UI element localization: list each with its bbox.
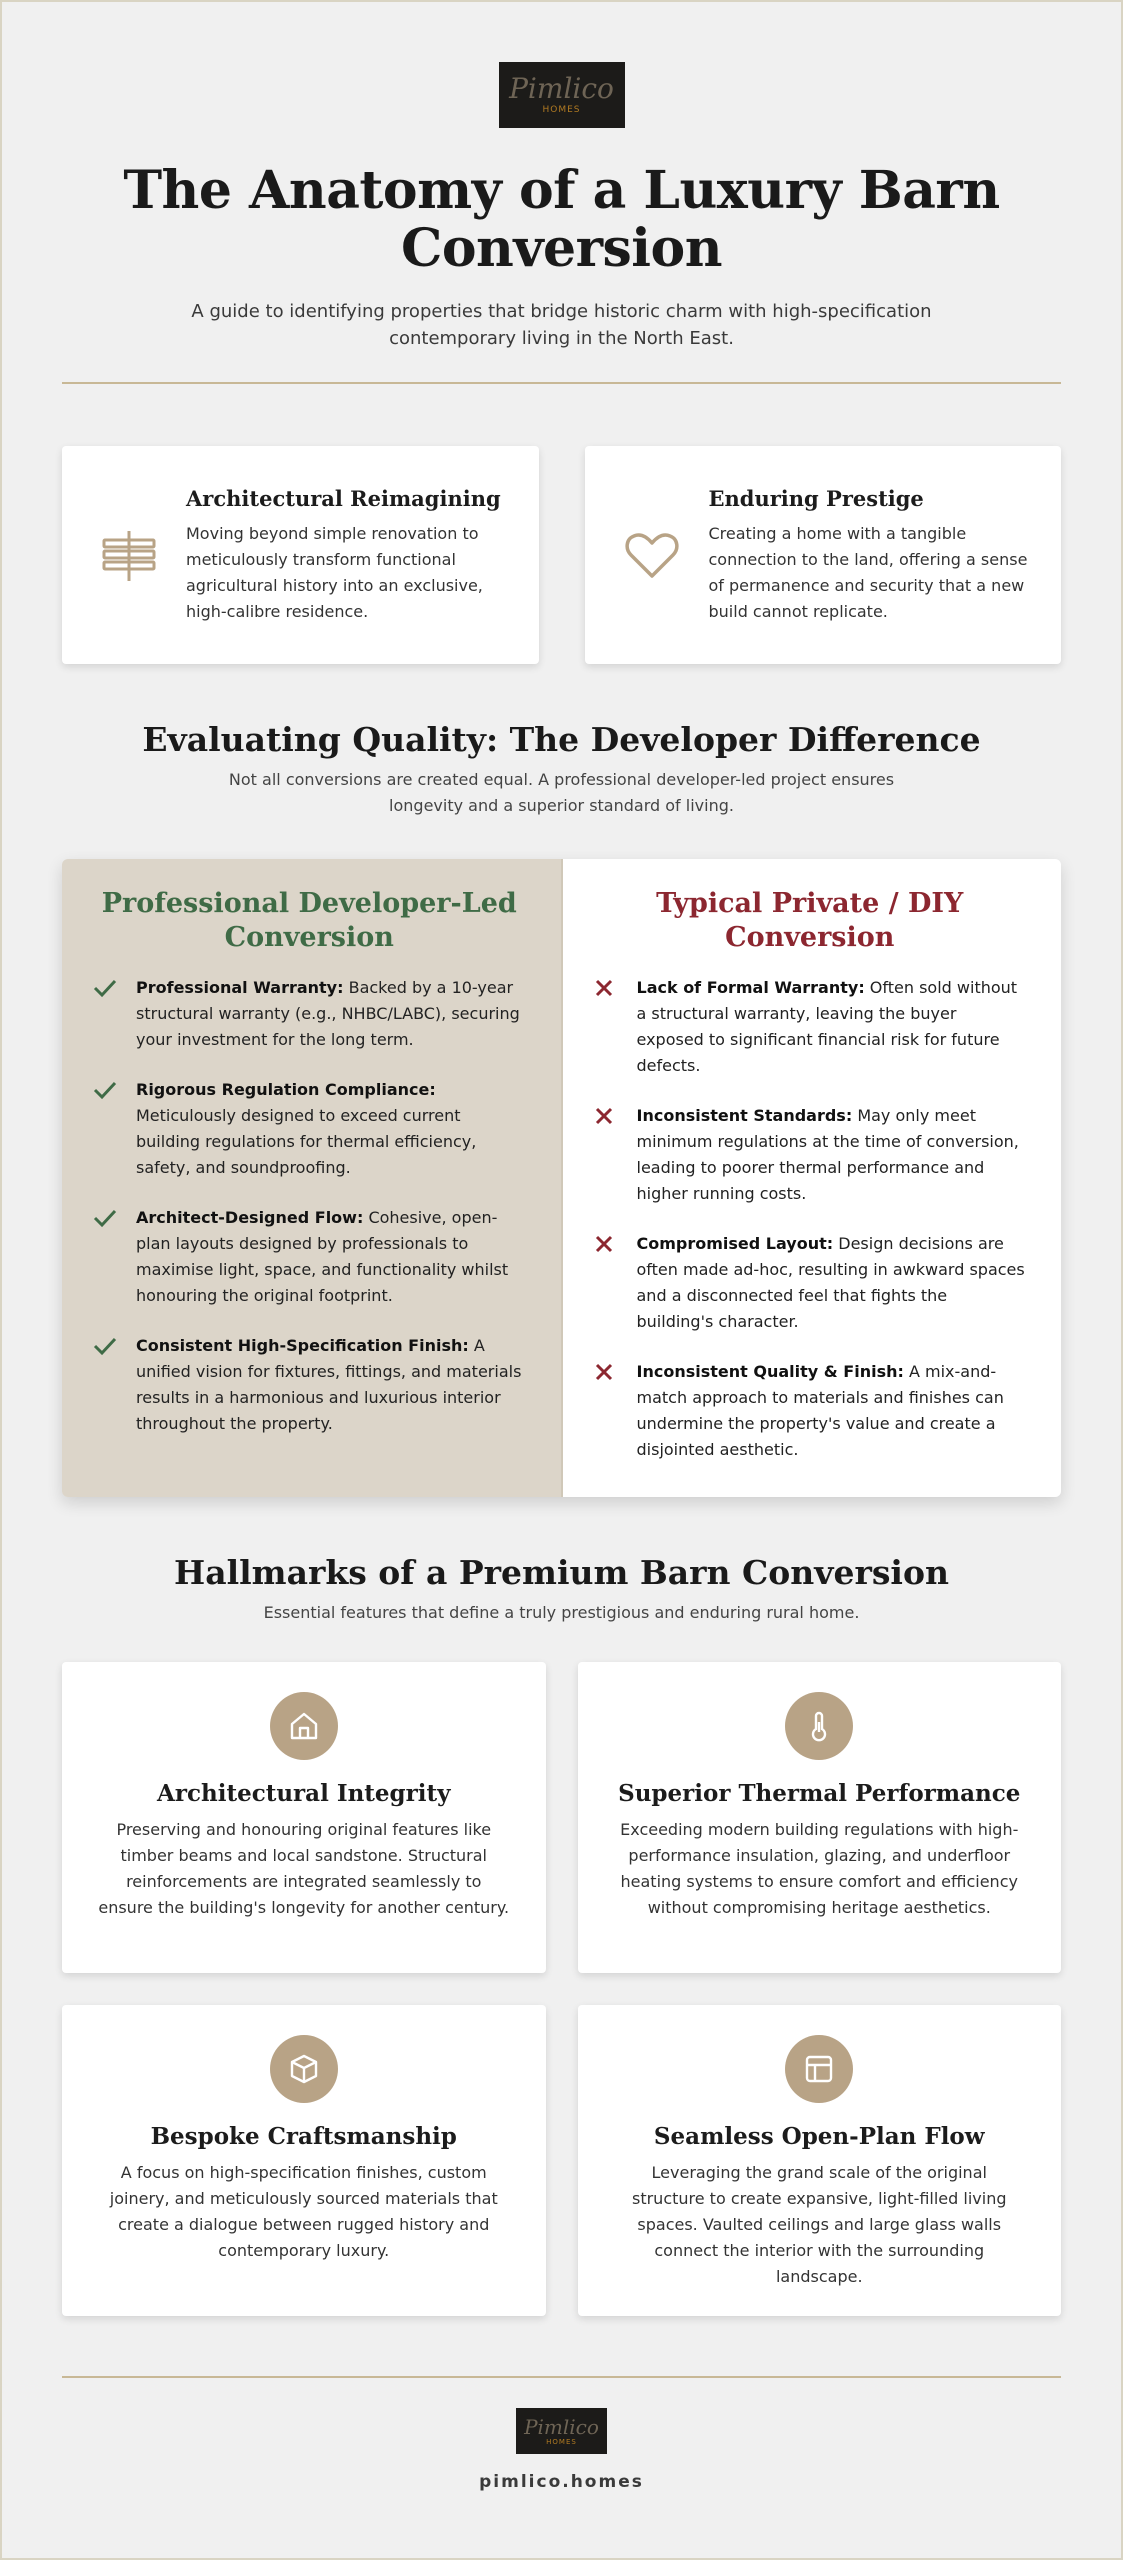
comparison-table bbox=[62, 859, 1061, 1497]
pro-item bbox=[92, 1077, 527, 1181]
page-subtitle: A guide to identifying properties that bridge historic charm with high-specification contemporary living in the North East. bbox=[191, 301, 932, 349]
pro-item-text bbox=[136, 1077, 527, 1181]
diy-item bbox=[593, 1103, 1028, 1207]
pro-item-label: Professional Warranty: bbox=[136, 978, 344, 997]
logo[interactable] bbox=[499, 62, 625, 128]
footer-logo[interactable] bbox=[516, 2408, 607, 2454]
intro-text bbox=[186, 486, 509, 625]
logo-wordmark: Pimlico bbox=[524, 2414, 599, 2439]
cross-icon bbox=[593, 1103, 637, 1207]
hallmark-text: Leveraging the grand scale of the original structure to create expansive, light-filled living spaces. Vaulted ceilings and large glass walls connect the interior with the surrounding landscape. bbox=[631, 2163, 1007, 2286]
home-icon bbox=[270, 1692, 338, 1760]
pro-item bbox=[92, 975, 527, 1053]
diy-item-text bbox=[637, 1359, 1028, 1463]
diy-item-body: May only meet minimum regulations at the time of conversion, leading to poorer thermal performance and higher running costs. bbox=[636, 1106, 1019, 1203]
pro-item-label: Consistent High-Specification Finish: bbox=[136, 1336, 469, 1355]
divider bbox=[62, 2376, 1061, 2378]
pro-item-body: Cohesive, open-plan layouts designed by professionals to maximise light, space, and functionality whilst honouring the original footprint. bbox=[136, 1208, 509, 1305]
diy-item-body: A mix-and-match approach to materials and finishes can undermine the property's value and create a disjointed aesthetic. bbox=[636, 1362, 1004, 1459]
check-icon bbox=[92, 1333, 136, 1437]
intro-card-title: Architectural Reimagining bbox=[186, 485, 501, 511]
intro-card-reimagining bbox=[62, 446, 539, 664]
quality-section-subtitle: Not all conversions are created equal. A professional developer-led project ensures longevity and a superior standard of living. bbox=[228, 770, 895, 815]
hallmark-text: Preserving and honouring original features like timber beams and local sandstone. Structural reinforcements are integrated seamlessly to ensure the building's longevity for another century. bbox=[98, 1820, 510, 1917]
diy-column-title: Typical Private / DIY Conversion bbox=[656, 888, 964, 953]
professional-column bbox=[62, 859, 563, 1497]
cross-icon bbox=[593, 1359, 637, 1463]
hallmark-card-craftsmanship bbox=[62, 2005, 546, 2316]
page-title: The Anatomy of a Luxury Barn Conversion bbox=[123, 160, 1000, 279]
pro-item-body: Backed by a 10-year structural warranty (e.g., NHBC/LABC), securing your investment for the long term. bbox=[136, 978, 520, 1049]
pro-item-text bbox=[136, 1333, 527, 1437]
layout-icon bbox=[785, 2035, 853, 2103]
check-icon bbox=[92, 1077, 136, 1181]
diy-item bbox=[593, 1231, 1028, 1335]
hallmark-text: Exceeding modern building regulations with high-performance insulation, glazing, and underfloor heating systems to ensure comfort and efficiency without compromising heritage aesthetics. bbox=[620, 1820, 1019, 1917]
hallmark-card-integrity bbox=[62, 1662, 546, 1973]
hallmark-text: A focus on high-specification finishes, custom joinery, and meticulously sourced materials that create a dialogue between rugged history and contemporary luxury. bbox=[109, 2163, 498, 2260]
hallmark-card-thermal bbox=[578, 1662, 1062, 1973]
intro-card-prestige bbox=[585, 446, 1062, 664]
pro-item-text bbox=[136, 975, 527, 1053]
pro-item-body: A unified vision for fixtures, fittings, and materials results in a harmonious and luxurious interior throughout the property. bbox=[136, 1336, 522, 1433]
intro-card-text: Creating a home with a tangible connection to the land, offering a sense of permanence and security that a new build cannot replicate. bbox=[708, 523, 1028, 621]
hallmark-title: Seamless Open-Plan Flow bbox=[653, 2123, 985, 2150]
layers-icon bbox=[100, 527, 158, 583]
diy-item-label: Inconsistent Standards: bbox=[636, 1106, 853, 1125]
diy-item-text bbox=[637, 1231, 1028, 1335]
hallmarks-section-subtitle: Essential features that define a truly prestigious and enduring rural home. bbox=[263, 1603, 860, 1622]
intro-card-text: Moving beyond simple renovation to meticulously transform functional agricultural history into an exclusive, high-calibre residence. bbox=[186, 523, 483, 621]
diy-item bbox=[593, 975, 1028, 1079]
hallmark-card-open-plan bbox=[578, 2005, 1062, 2316]
hallmark-title: Superior Thermal Performance bbox=[618, 1780, 1021, 1807]
heart-icon bbox=[623, 527, 681, 583]
intro-row bbox=[62, 446, 1061, 664]
logo-subtitle: HOMES bbox=[542, 105, 581, 115]
cross-icon bbox=[593, 975, 637, 1079]
diy-item-label: Inconsistent Quality & Finish: bbox=[636, 1362, 904, 1381]
thermometer-icon bbox=[785, 1692, 853, 1760]
divider bbox=[62, 382, 1061, 384]
diy-item bbox=[593, 1359, 1028, 1463]
quality-section-title: Evaluating Quality: The Developer Difference bbox=[142, 720, 981, 759]
diy-item-body: Often sold without a structural warranty, leaving the buyer exposed to significant financial risk for future defects. bbox=[636, 978, 1018, 1075]
cross-icon bbox=[593, 1231, 637, 1335]
hallmark-title: Architectural Integrity bbox=[157, 1780, 451, 1807]
diy-column bbox=[563, 859, 1062, 1497]
hallmarks-section-title: Hallmarks of a Premium Barn Conversion bbox=[174, 1553, 949, 1592]
pro-item bbox=[92, 1205, 527, 1309]
intro-text bbox=[709, 486, 1032, 625]
diy-item-body: Design decisions are often made ad-hoc, resulting in awkward spaces and a disconnected feel that fights the building's character. bbox=[636, 1234, 1025, 1331]
box-icon bbox=[270, 2035, 338, 2103]
pro-item bbox=[92, 1333, 527, 1437]
intro-card-title: Enduring Prestige bbox=[708, 485, 924, 511]
diy-item-text bbox=[637, 975, 1028, 1079]
pro-item-body: Meticulously designed to exceed current building regulations for thermal efficiency, safety, and soundproofing. bbox=[136, 1106, 477, 1177]
diy-item-text bbox=[637, 1103, 1028, 1207]
diy-item-label: Compromised Layout: bbox=[636, 1234, 834, 1253]
logo-subtitle: HOMES bbox=[546, 2437, 577, 2446]
hallmark-title: Bespoke Craftsmanship bbox=[150, 2123, 457, 2150]
hallmarks-grid bbox=[62, 1662, 1061, 2316]
pro-item-label: Rigorous Regulation Compliance: bbox=[136, 1080, 436, 1099]
diy-item-label: Lack of Formal Warranty: bbox=[636, 978, 865, 997]
check-icon bbox=[92, 975, 136, 1053]
pro-item-text bbox=[136, 1205, 527, 1309]
check-icon bbox=[92, 1205, 136, 1309]
logo-wordmark: Pimlico bbox=[509, 72, 614, 105]
footer-url-link[interactable]: pimlico.homes bbox=[479, 2472, 644, 2492]
professional-column-title: Professional Developer-Led Conversion bbox=[101, 888, 517, 953]
pro-item-label: Architect-Designed Flow: bbox=[136, 1208, 364, 1227]
